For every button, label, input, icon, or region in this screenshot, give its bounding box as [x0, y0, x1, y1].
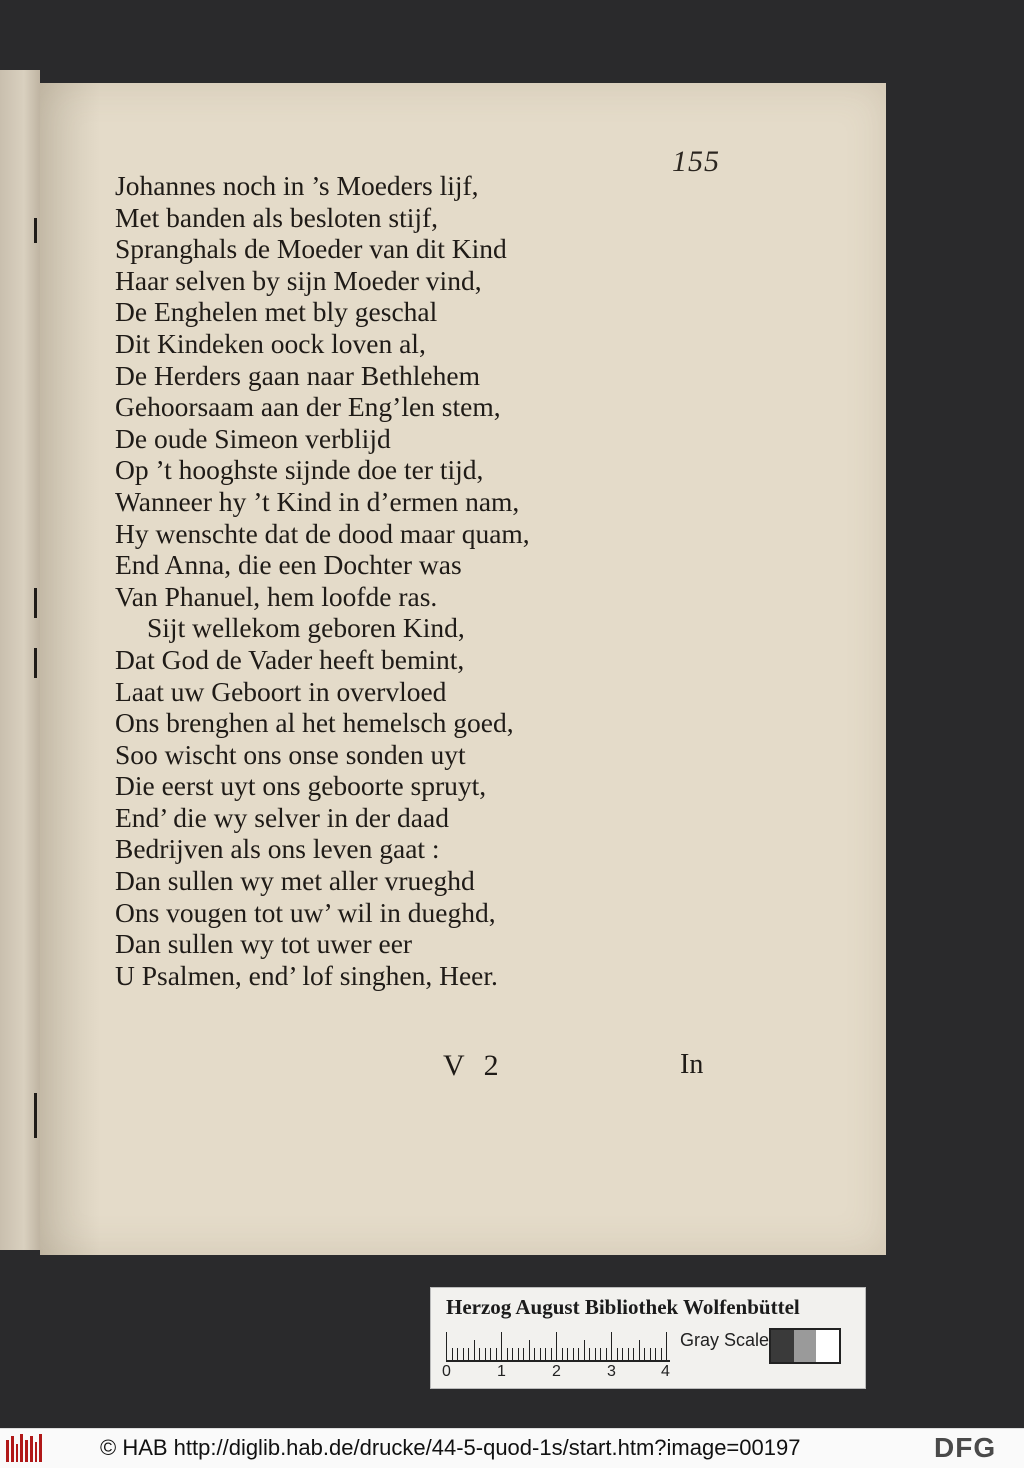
- margin-mark: [34, 648, 37, 678]
- gray-scale-swatches: [769, 1328, 841, 1364]
- ruler-tick: [551, 1348, 552, 1360]
- ruler-tick: [567, 1348, 568, 1360]
- poem-line: Haar selven by sijn Moeder vind,: [115, 264, 482, 296]
- dfg-logo: DFG: [934, 1432, 997, 1463]
- ruler-tick: [556, 1332, 557, 1360]
- poem-line: De Herders gaan naar Bethlehem: [115, 359, 480, 391]
- ruler-tick: [622, 1348, 623, 1360]
- margin-mark: [34, 588, 37, 618]
- ruler-scale: [446, 1330, 670, 1362]
- ruler-tick: [578, 1348, 579, 1360]
- ruler-tick: [523, 1348, 524, 1360]
- ruler-tick: [496, 1348, 497, 1360]
- poem-line: Bedrijven als ons leven gaat :: [115, 833, 440, 865]
- ruler-tick: [562, 1348, 563, 1360]
- library-title: Herzog August Bibliothek Wolfenbüttel: [446, 1295, 800, 1319]
- ruler-tick: [666, 1332, 667, 1360]
- poem-line: Ons brenghen al het hemelsch goed,: [115, 707, 514, 739]
- ruler-tick: [589, 1348, 590, 1360]
- poem-line: Johannes noch in ’s Moeders lijf,: [115, 170, 479, 201]
- poem-line: Dat God de Vader heeft bemint,: [115, 643, 465, 675]
- ruler-tick: [479, 1348, 480, 1360]
- gray-swatch-mid: [794, 1330, 817, 1362]
- signature-mark: V 2: [443, 1049, 505, 1082]
- ruler-tick: [540, 1348, 541, 1360]
- gray-swatch-dark: [771, 1330, 794, 1362]
- poem-line: Wanneer hy ’t Kind in d’ermen nam,: [115, 485, 520, 517]
- page-number: 155: [672, 145, 720, 178]
- gray-swatch-light: [816, 1330, 839, 1362]
- poem-line: Van Phanuel, hem loofde ras.: [115, 580, 438, 612]
- footer-bar: [0, 1428, 1024, 1468]
- ruler-tick: [600, 1348, 601, 1360]
- ruler-tick: [485, 1348, 486, 1360]
- ruler-tick: [617, 1348, 618, 1360]
- book-page: [40, 83, 886, 1255]
- ruler-tick: [490, 1348, 491, 1360]
- ruler-tick-label: 0: [442, 1363, 451, 1380]
- copyright-url[interactable]: © HAB http://diglib.hab.de/drucke/44-5-quod-1s/start.htm?image=00197: [100, 1435, 801, 1460]
- poem-line: Dan sullen wy tot uwer eer: [115, 928, 413, 960]
- color-scale-card: [430, 1287, 866, 1389]
- poem-line: De Enghelen met bly geschal: [115, 296, 438, 328]
- ruler-tick: [606, 1348, 607, 1360]
- ruler-tick: [573, 1348, 574, 1360]
- poem-line: Dit Kindeken oock loven al,: [115, 327, 426, 359]
- poem-text: [115, 170, 530, 991]
- poem-line: Die eerst uyt ons geboorte spruyt,: [115, 770, 487, 802]
- ruler-tick: [501, 1332, 502, 1360]
- ruler-tick: [529, 1340, 530, 1360]
- poem-line: Laat uw Geboort in overvloed: [115, 675, 447, 707]
- ruler-tick-label: 4: [661, 1363, 670, 1380]
- ruler-tick: [474, 1340, 475, 1360]
- ruler-tick: [584, 1340, 585, 1360]
- ruler-tick: [534, 1348, 535, 1360]
- ruler-tick-label: 3: [607, 1363, 616, 1380]
- ruler-tick: [468, 1348, 469, 1360]
- gutter-shadow: [40, 83, 100, 1255]
- hab-logo-icon: [6, 1434, 42, 1462]
- poem-line: Hy wenschte dat de dood maar quam,: [115, 517, 530, 549]
- ruler-tick: [457, 1348, 458, 1360]
- ruler-tick: [611, 1332, 612, 1360]
- ruler-tick: [650, 1348, 651, 1360]
- ruler-tick: [639, 1340, 640, 1360]
- margin-mark: [34, 218, 37, 243]
- ruler-tick: [628, 1348, 629, 1360]
- ruler-tick: [595, 1348, 596, 1360]
- ruler-tick: [463, 1348, 464, 1360]
- poem-line: Sijt wellekom geboren Kind,: [147, 612, 465, 644]
- ruler-tick: [512, 1348, 513, 1360]
- ruler-tick: [644, 1348, 645, 1360]
- ruler-tick: [518, 1348, 519, 1360]
- poem-line: Dan sullen wy met aller vrueghd: [115, 865, 475, 897]
- ruler-tick: [661, 1348, 662, 1360]
- catchword: In: [680, 1049, 704, 1080]
- poem-line: U Psalmen, end’ lof singhen, Heer.: [115, 959, 498, 991]
- ruler-tick-label: 1: [497, 1363, 506, 1380]
- poem-line: De oude Simeon verblijd: [115, 422, 391, 454]
- poem-line: End’ die wy selver in der daad: [115, 801, 449, 833]
- ruler-tick: [545, 1348, 546, 1360]
- poem-line: Ons vougen tot uw’ wil in dueghd,: [115, 896, 496, 928]
- poem-line: Soo wischt ons onse sonden uyt: [115, 738, 466, 770]
- ruler-tick: [655, 1348, 656, 1360]
- poem-line: End Anna, die een Dochter was: [115, 549, 462, 581]
- poem-line: Spranghals de Moeder van dit Kind: [115, 233, 507, 265]
- ruler-tick: [633, 1348, 634, 1360]
- margin-mark: [34, 1093, 37, 1138]
- poem-line: Gehoorsaam aan der Eng’len stem,: [115, 391, 501, 423]
- ruler-tick-label: 2: [552, 1363, 561, 1380]
- ruler-tick: [507, 1348, 508, 1360]
- poem-line: Met banden als besloten stijf,: [115, 201, 439, 233]
- poem-line: Op ’t hooghste sijnde doe ter tijd,: [115, 454, 484, 486]
- gray-scale-label: Gray Scale: [680, 1330, 770, 1350]
- ruler-tick: [446, 1332, 447, 1360]
- ruler-tick: [452, 1348, 453, 1360]
